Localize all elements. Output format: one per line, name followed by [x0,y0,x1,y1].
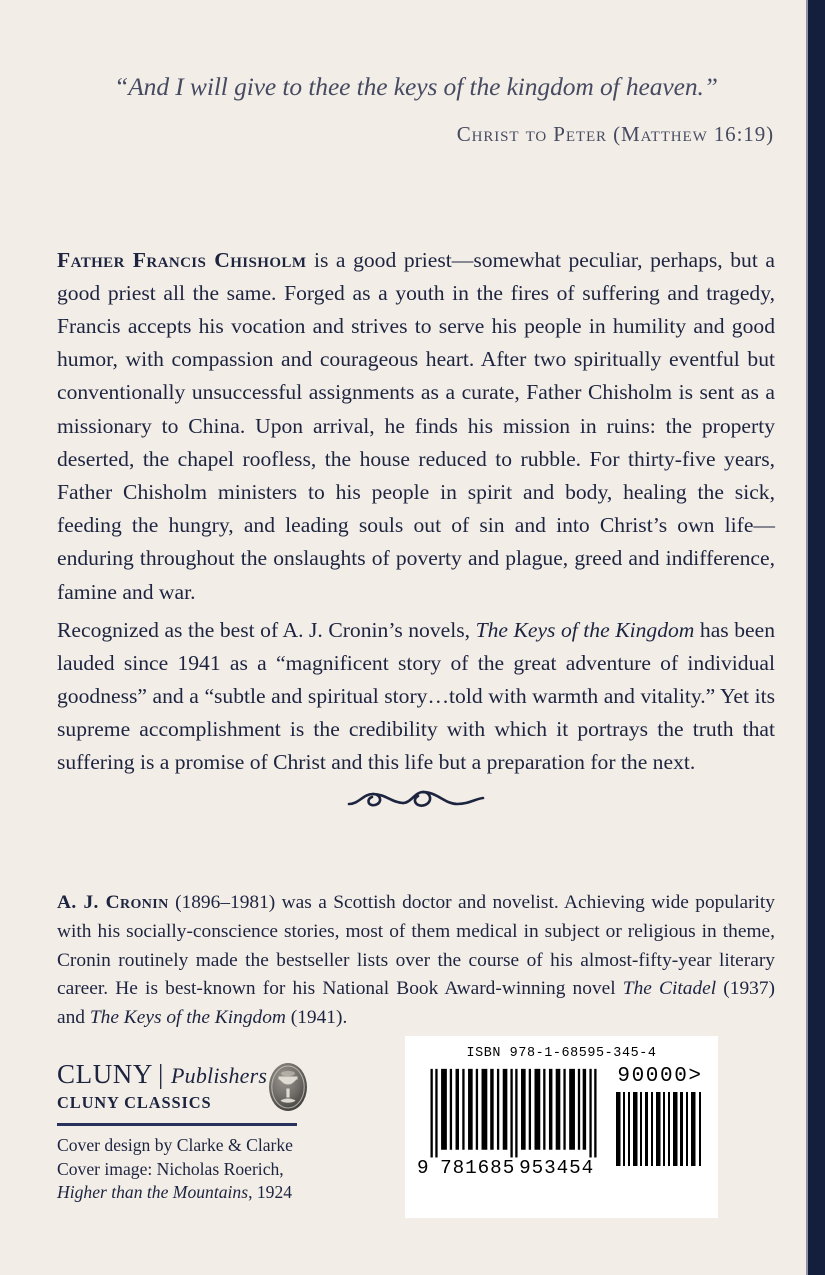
credit-design: Cover design by Clarke & Clarke [57,1135,293,1156]
publisher-divider-rule [57,1123,297,1126]
synopsis-body: is a good priest—somewhat peculiar, perhaps, but a good priest all the same. Forged as a youth in the fires of suffering and tragedy, Francis accepts his vocation and strives to serve his people in humility and good humor, with compassion and courageous heart. After two spiritually eventful but conventionally unsuccessful assignments as a curate, Father Chisholm is sent as a missionary to China. Upon arrival, he finds his mission in ruins: the property deserted, the chapel roofless, the house reduced to rubble. For thirty-five years, Father Chisholm ministers to his people in spirit and body, healing the sick, feeding the hungry, and leading souls out of sin and into Christ’s own life—enduring throughout the onslaughts of poverty and plague, greed and indifference, famine and war. [57,247,775,604]
publisher-wordmark [57,1060,267,1088]
ean5-addon-barcode-icon [614,1090,706,1168]
credit-image-title [57,1181,309,1204]
spine-strip [808,0,825,1275]
cover-credits [57,1134,309,1204]
author-bio-title-keys: The Keys of the Kingdom [89,1006,286,1028]
barcode-panel [405,1036,718,1218]
praise-book-title: The Keys of the Kingdom [475,617,695,642]
author-bio-part3: (1941). [285,1006,348,1028]
addon-digits: 90000> [617,1065,703,1088]
decorative-flourish-icon [341,782,491,822]
publisher-block [57,1058,309,1205]
author-bio-part1: (1896–1981) was a Scottish doctor and novelist. Achieving wide popularity with his socially-conscience stories, most of them medical in subject or religious in theme, Cronin routinely made the bestseller lists over the course of his almost-fifty-year literary career. He is best-known for his National Book Award-winning novel [57,892,775,1000]
praise-text-part2: has been lauded since 1941 as a “magnificent story of the great adventure of individual goodness” and a “subtle and spiritual story…told with warmth and vitality.” Yet its supreme accomplishment is the credibility with which it portrays the truth that suffering is a promise of Christ and this life but a preparation for the next. [57,617,775,775]
credit-image: Cover image: Nicholas Roerich, [57,1158,284,1179]
publisher-word: Publishers [171,1063,268,1088]
ean-group-1: 781685 [440,1156,516,1177]
author-bio-part2: (1937) and [57,978,775,1028]
chalice-emblem-icon [267,1062,309,1112]
credit-artwork-year: , 1924 [248,1182,293,1203]
section-divider-ornament [57,782,775,832]
publisher-logo-row [57,1058,309,1113]
author-bio-title-citadel: The Citadel [622,978,717,1000]
ean-group-2: 953454 [519,1156,595,1177]
synopsis-lead-in: Father Francis Chisholm [57,247,307,272]
author-name-lead-in: A. J. Cronin [57,892,169,914]
publisher-name: CLUNY [57,1059,153,1089]
epigraph [57,72,775,147]
ean13-barcode-icon [417,1065,600,1177]
epigraph-attribution: Christ to Peter (Matthew 16:19) [456,121,774,146]
ean-check-digit: 9 [417,1156,429,1177]
praise-paragraph [57,614,775,780]
synopsis-paragraph [57,244,775,609]
praise-text-part1: Recognized as the best of A. J. Cronin’s novels, [57,617,476,642]
epigraph-quote: “And I will give to thee the keys of the kingdom of heaven.” [114,72,718,101]
publisher-separator: | [158,1059,165,1089]
author-bio-paragraph [57,889,775,1032]
isbn-label: ISBN 978-1-68595-345-4 [466,1046,657,1061]
barcode-addon [614,1065,706,1173]
publisher-imprint: CLUNY CLASSICS [57,1093,212,1113]
publisher-names [57,1058,267,1113]
barcode-row [417,1065,706,1177]
credit-artwork-title: Higher than the Mountains [57,1182,249,1203]
